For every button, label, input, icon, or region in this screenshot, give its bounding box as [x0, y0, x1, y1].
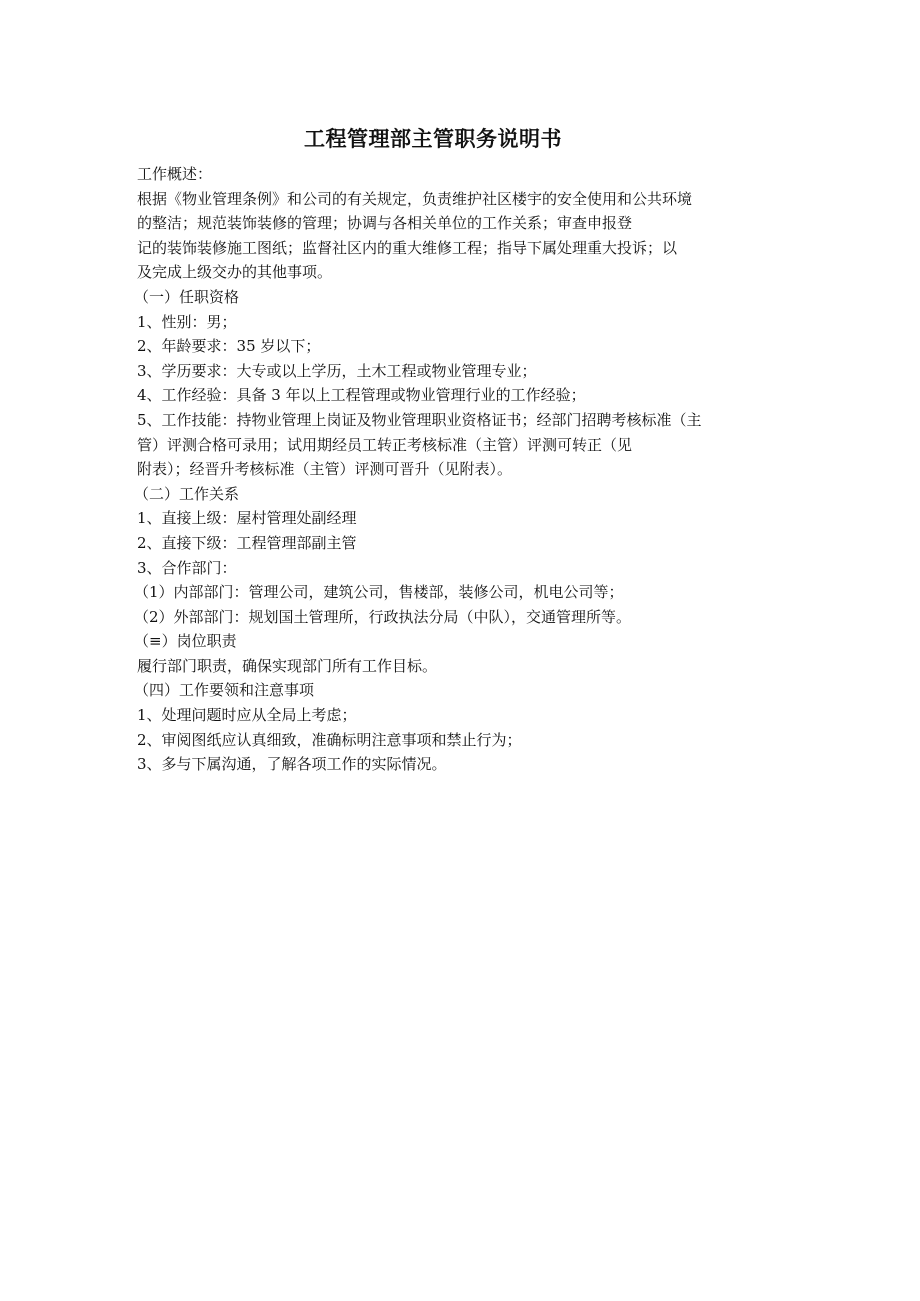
overview-text-line: 根据《物业管理条例》和公司的有关规定，负责维护社区楼宇的安全使用和公共环境: [137, 189, 693, 208]
list-item: 3、多与下属沟通，了解各项工作的实际情况。: [137, 755, 447, 774]
overview-heading: 工作概述：: [137, 165, 213, 183]
overview-text-line: 记的装饰装修施工图纸；监督社区内的重大维修工程；指导下属处理重大投诉；以: [137, 238, 678, 257]
list-item: 4、工作经验：具备 3 年以上工程管理或物业管理行业的工作经验；: [137, 386, 586, 405]
section-heading-duties: （≡）岗位职责: [134, 632, 237, 651]
list-item: 1、性别：男；: [137, 312, 237, 331]
duties-text: 履行部门职责，确保实现部门所有工作目标。: [137, 656, 438, 675]
list-item: 5、工作技能：持物业管理上岗证及物业管理职业资格证书；经部门招聘考核标准（主: [137, 410, 702, 429]
list-item: 2、直接下级：工程管理部副主管: [137, 533, 357, 552]
document-body: [134, 162, 787, 777]
list-item: 2、年龄要求：35 岁以下；: [137, 337, 321, 356]
list-item: 3、学历要求：大专或以上学历，土木工程或物业管理专业；: [137, 361, 537, 380]
section-heading-key-points: （四）工作要领和注意事项: [134, 681, 315, 700]
list-item: 2、审阅图纸应认真细致，准确标明注意事项和禁止行为；: [137, 730, 522, 749]
sub-list-item: （1）内部部门：管理公司，建筑公司，售楼部，装修公司，机电公司等；: [134, 583, 624, 602]
list-item-continued: 管）评测合格可录用；试用期经员工转正考核标准（主管）评测可转正（见: [137, 435, 633, 454]
overview-text-line: 的整洁；规范装饰装修的管理；协调与各相关单位的工作关系；审查申报登: [137, 214, 633, 233]
list-item: 1、处理问题时应从全局上考虑；: [137, 706, 357, 725]
list-item: 1、直接上级：屋村管理处副经理: [137, 509, 357, 528]
overview-text-line: 及完成上级交办的其他事项。: [137, 263, 333, 282]
section-heading-relations: （二）工作关系: [134, 484, 240, 503]
document-title: 工程管理部主管职务说明书: [304, 127, 562, 151]
list-item-continued: 附表）；经晋升考核标准（主管）评测可晋升（见附表）。: [137, 460, 513, 479]
section-heading-qualifications: （一）任职资格: [134, 287, 240, 306]
sub-list-item: （2）外部部门：规划国土管理所，行政执法分局（中队），交通管理所等。: [134, 607, 632, 626]
list-item: 3、合作部门：: [137, 558, 237, 577]
